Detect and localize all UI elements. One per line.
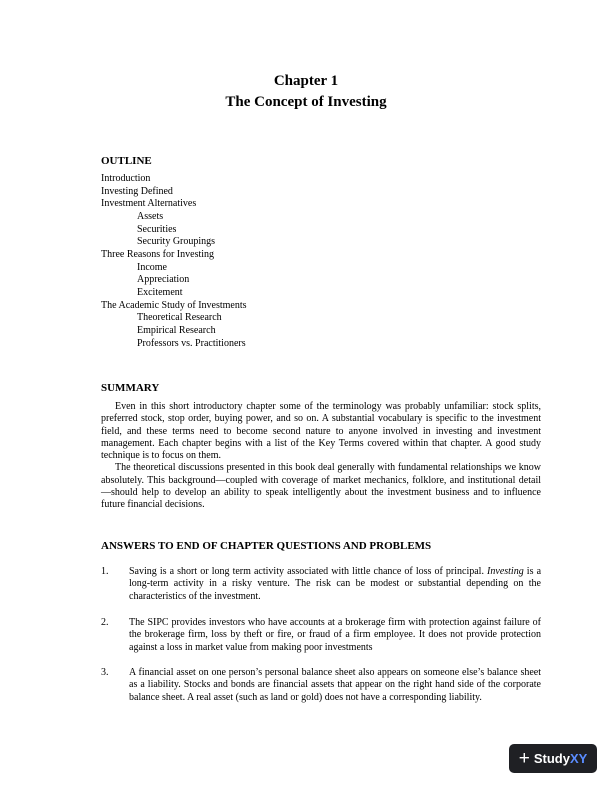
brand-text-study: Study [533, 751, 570, 766]
outline-list [101, 173, 247, 350]
answer-text-part: Saving is a short or long term activity associated with little chance of loss of principal. [129, 566, 488, 577]
answer-item [101, 566, 541, 603]
answer-number: 3. [101, 667, 109, 678]
chapter-title: The Concept of Investing [225, 94, 387, 110]
outline-item: Professors vs. Practitioners [137, 337, 246, 349]
outline-heading: OUTLINE [101, 155, 152, 167]
answer-text: A financial asset on one person’s personal balance sheet also appears on someone else’s balance sheet as a liability. Stocks and bonds are financial assets that appear on the right hand side of the corporate balance sheet. A real asset (such as land or gold) does not have a corresponding liability. [129, 667, 541, 703]
outline-item: Income [137, 261, 167, 273]
outline-item: Investment Alternatives [101, 198, 197, 210]
studyxy-watermark[interactable] [509, 744, 597, 773]
answer-text-italic: Investing [487, 566, 524, 577]
answer-item [101, 617, 541, 654]
answer-text: The SIPC provides investors who have accounts at a brokerage firm with protection against failure of the brokerage firm, loss by theft or fire, or fraud of a firm employee. It does not provide protection against a loss in market value from making poor investments [129, 617, 541, 653]
outline-item: Investing Defined [101, 185, 173, 197]
summary-body [101, 401, 541, 512]
answers-heading: ANSWERS TO END OF CHAPTER QUESTIONS AND PROBLEMS [101, 540, 432, 552]
outline-item: The Academic Study of Investments [101, 299, 247, 311]
outline-item: Theoretical Research [137, 312, 222, 324]
plus-icon: + [518, 748, 530, 769]
outline-item: Security Groupings [137, 236, 216, 248]
answer-number: 1. [101, 566, 109, 577]
summary-paragraph: The theoretical discussions presented in this book deal generally with fundamental relationships we know absolutely. This background—coupled with coverage of market mechanics, folklore, and institutional detail—should help to develop an ability to speak intelligently about the investment business and to influence future financial decisions. [101, 462, 541, 511]
outline-item: Excitement [137, 286, 183, 298]
outline-item: Assets [137, 210, 164, 222]
outline-item: Appreciation [137, 274, 190, 286]
outline-item: Three Reasons for Investing [101, 248, 215, 260]
summary-heading: SUMMARY [101, 382, 160, 394]
brand-text-xy: XY [569, 751, 588, 766]
answer-number: 2. [101, 617, 109, 628]
summary-paragraph: Even in this short introductory chapter some of the terminology was probably unfamiliar: stock splits, preferred stock, stop order, buying power, and so on. A substantial vocabulary is specific to the investment field, and these terms need to become second nature to anyone involved in investing and investment management. Each chapter begins with a list of the Key Terms covered within that chapter. A good study technique is to focus on them. [101, 401, 541, 462]
outline-item: Empirical Research [137, 324, 216, 336]
chapter-number: Chapter 1 [273, 73, 339, 89]
answer-item [101, 667, 541, 704]
answer-text-part: is a long-term activity in a risky venture. The risk can be modest or substantial depending on the characteristics of the investment. [129, 566, 542, 602]
outline-item: Securities [137, 223, 177, 235]
outline-item: Introduction [101, 173, 151, 184]
answer-text [129, 566, 541, 603]
